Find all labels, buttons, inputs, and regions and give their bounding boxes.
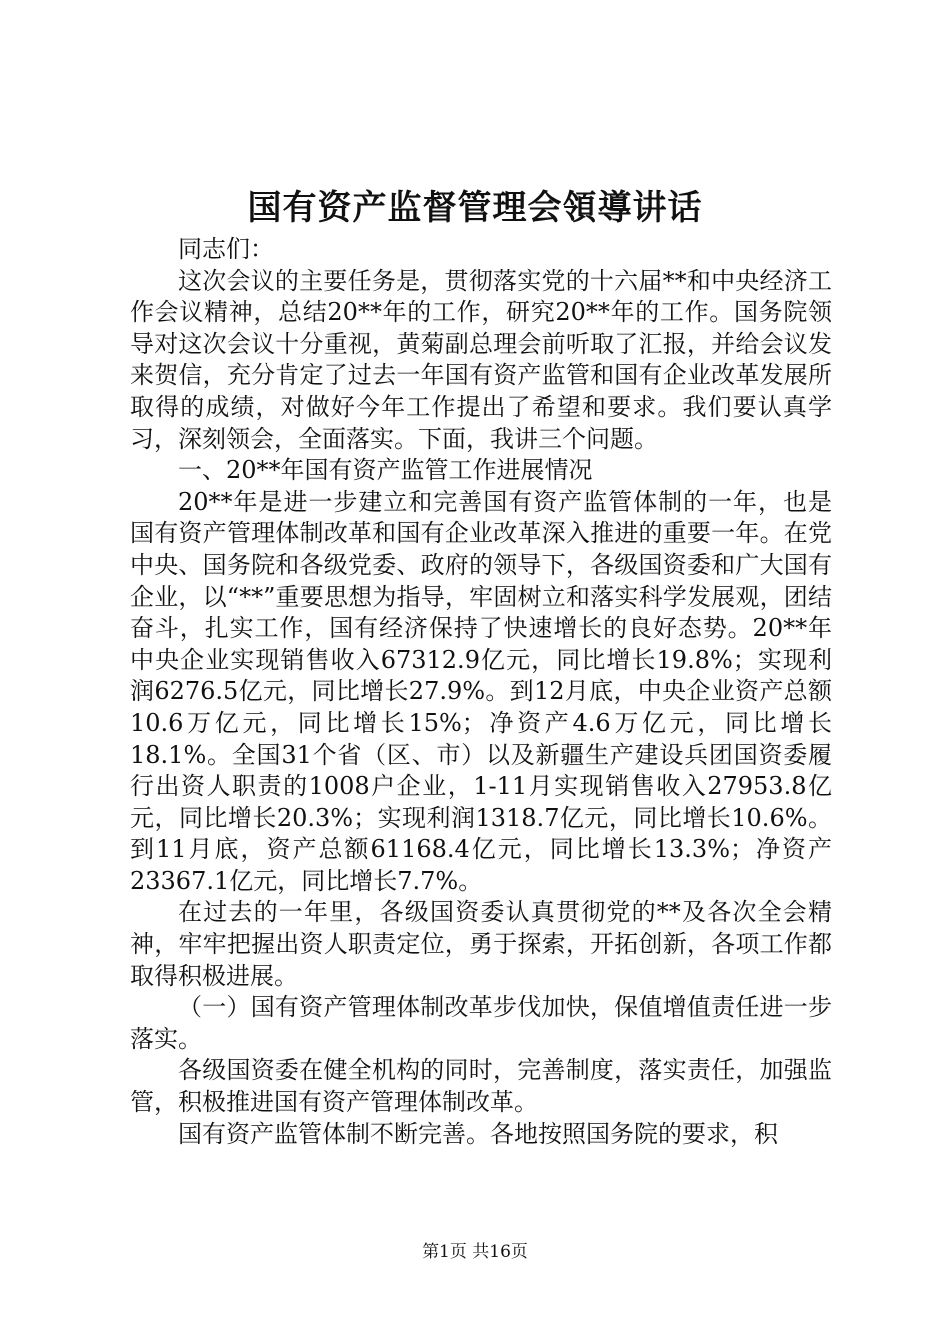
body-paragraph: 国有资产监管体制不断完善。各地按照国务院的要求，积 [178, 1119, 778, 1148]
document-body [130, 234, 832, 1150]
document-title: 国有资产监督管理会領導讲话 [247, 188, 703, 228]
section-heading: 一、20**年国有资产监管工作进展情况 [178, 456, 593, 485]
subsection-heading: （一）国有资产管理体制改革步伐加快，保值增值责任进一步落实。 [130, 993, 832, 1053]
page-number-footer: 第1页 共16页 [422, 1242, 528, 1262]
body-paragraph: 各级国资委在健全机构的同时，完善制度，落实责任，加强监管，积极推进国有资产管理体制改革。 [130, 1056, 832, 1117]
body-paragraph: 这次会议的主要任务是，贯彻落实党的十六届**和中央经济工作会议精神，总结20**年的工作，研究20**年的工作。国务院领导对这次会议十分重视，黄菊副总理会前听取了汇报，并给会议发来贺信，充分肯定了过去一年国有资产监管和国有企业改革发展所取得的成绩，对做好今年工作提出了希望和要求。我们要认真学习，深刻领会，全面落实。下面，我讲三个问题。 [130, 266, 832, 453]
salutation: 同志们： [178, 235, 274, 263]
body-paragraph: 20**年是进一步建立和完善国有资产监管体制的一年，也是国有资产管理体制改革和国有企业改革深入推进的重要一年。在党中央、国务院和各级党委、政府的领导下，各级国资委和广大国有企业，以“**”重要思想为指导，牢固树立和落实科学发展观，团结奋斗，扎实工作，国有经济保持了快速增长的良好态势。20**年中央企业实现销售收入67312.9亿元，同比增长19.8%；实现利润6276.5亿元，同比增长27.9%。到12月底，中央企业资产总额10.6万亿元，同比增长15%；净资产4.6万亿元，同比增长18.1%。全国31个省（区、市）以及新疆生产建设兵团国资委履行出资人职责的1008户企业，1-11月实现销售收入27953.8亿元，同比增长20.3%；实现利润1318.7亿元，同比增长10.6%。到11月底，资产总额61168.4亿元，同比增长13.3%；净资产23367.1亿元，同比增长7.7%。 [130, 487, 832, 895]
body-paragraph: 在过去的一年里，各级国资委认真贯彻党的**及各次全会精神，牢牢把握出资人职责定位，勇于探索，开拓创新，各项工作都取得积极进展。 [130, 898, 832, 990]
